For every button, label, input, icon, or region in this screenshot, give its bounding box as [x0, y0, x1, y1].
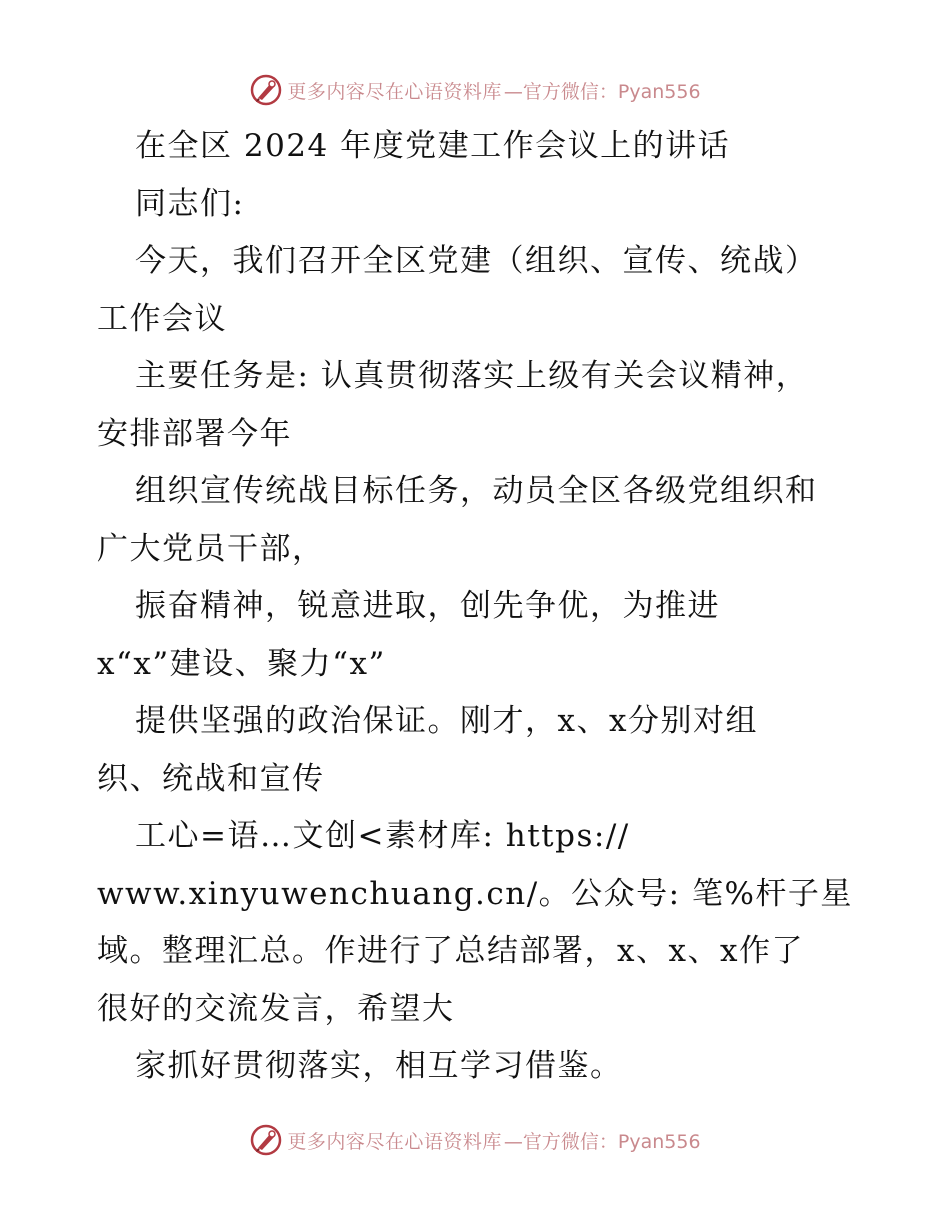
text-line: 振奋精神，锐意进取，创先争优，为推进 [135, 588, 720, 624]
text-line: 主要任务是: 认真贯彻落实上级有关会议精神， [135, 358, 809, 394]
text-line: 很好的交流发言，希望大 [97, 990, 455, 1027]
text-line: 工作会议 [97, 300, 227, 337]
text-line: x“x”建设、聚力“x” [97, 645, 386, 682]
text-line: 今天，我们召开全区党建（组织、宣传、统战） [135, 243, 818, 279]
watermark-main-text: 更多内容尽在心语资料库 [287, 1130, 502, 1153]
text-line: 安排部署今年 [97, 415, 292, 452]
text-line: 广大党员干部， [97, 530, 325, 567]
header-watermark-banner [0, 70, 950, 110]
text-line: 工心=语…文创<素材库: https:// [135, 818, 630, 854]
text-line: 提供坚强的政治保证。刚才，x、x分别对组 [135, 703, 758, 739]
text-line: 域。整理汇总。作进行了总结部署，x、x、x作了 [97, 933, 804, 969]
watermark-sub-text: —官方微信：Pyan556 [503, 1130, 701, 1153]
text-line: 组织宣传统战目标任务，动员全区各级党组织和 [135, 473, 818, 509]
document-body [97, 118, 867, 1096]
watermark-main-text: 更多内容尽在心语资料库 [287, 80, 502, 103]
text-line: 同志们: [135, 185, 245, 222]
pen-logo-icon [249, 1123, 283, 1157]
text-line: www.xinyuwenchuang.cn/。公众号: 笔%杆子星 [97, 875, 853, 912]
text-line: 家抓好贯彻落实，相互学习借鉴。 [135, 1048, 623, 1084]
footer-watermark-banner [0, 1120, 950, 1160]
pen-logo-icon [249, 73, 283, 107]
watermark-sub-text: —官方微信：Pyan556 [503, 80, 701, 103]
text-line: 在全区 2024 年度党建工作会议上的讲话 [135, 128, 731, 164]
text-line: 织、统战和宣传 [97, 760, 325, 797]
